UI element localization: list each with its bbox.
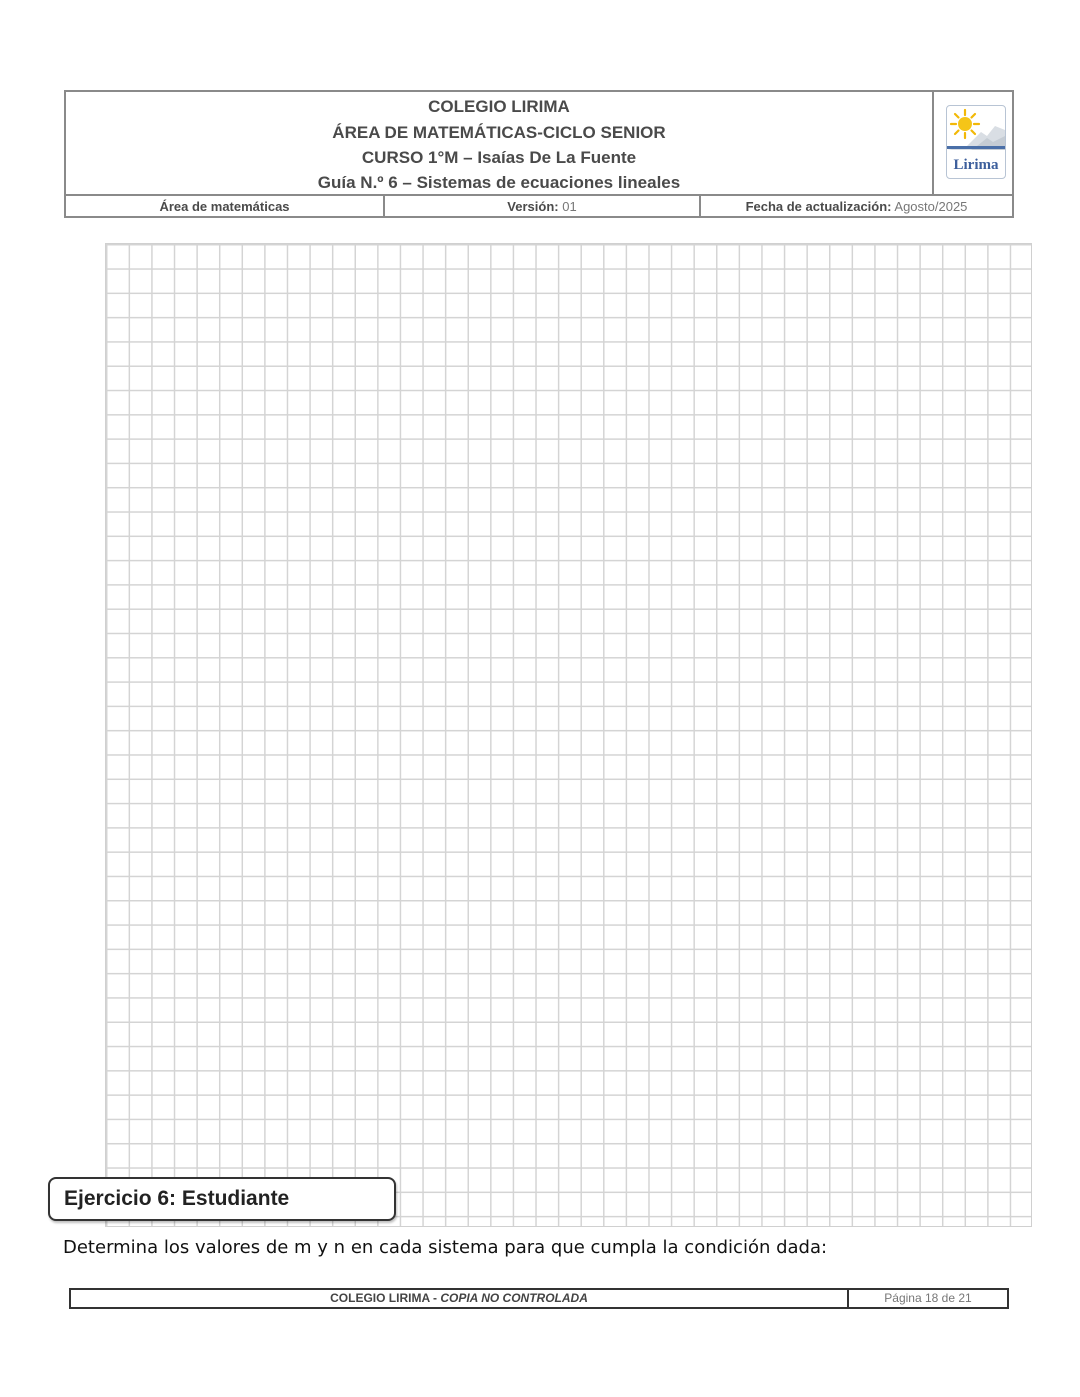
header-meta-row (66, 194, 1012, 216)
school-name: COLEGIO LIRIMA (428, 97, 570, 116)
logo-cell (932, 92, 1012, 194)
page-number: Página 18 de 21 (847, 1290, 1007, 1307)
area-cell: Área de matemáticas (159, 199, 290, 214)
department-name: ÁREA DE MATEMÁTICAS-CICLO SENIOR (332, 123, 666, 142)
guide-title: Guía N.º 6 – Sistemas de ecuaciones lineales (317, 173, 681, 192)
exercise-title: Ejercicio 6: Estudiante (64, 1187, 290, 1210)
exercise-title-box (48, 1177, 396, 1221)
version-value: 01 (562, 199, 577, 214)
course-name: CURSO 1°M – Isaías De La Fuente (361, 148, 637, 167)
logo-text: Lirima (953, 157, 999, 173)
version-cell (383, 196, 699, 218)
date-cell (699, 196, 1012, 218)
date-label: Fecha de actualización: (745, 199, 892, 214)
exercise-instruction: Determina los valores de m y n en cada sistema para que cumpla la condición dada: (63, 1237, 828, 1258)
document-header (64, 90, 1014, 218)
footer-school (71, 1290, 847, 1307)
school-logo (946, 105, 1006, 179)
footer-copy-notice: COPIA NO CONTROLADA (440, 1291, 588, 1305)
graph-paper-grid (105, 243, 1032, 1227)
sun-mountain-icon (947, 106, 1005, 156)
footer-school-name: COLEGIO LIRIMA - (330, 1291, 441, 1305)
document-footer (69, 1288, 1009, 1309)
date-value: Agosto/2025 (894, 199, 968, 214)
header-title-block (66, 92, 932, 194)
version-label: Versión: (507, 199, 559, 214)
